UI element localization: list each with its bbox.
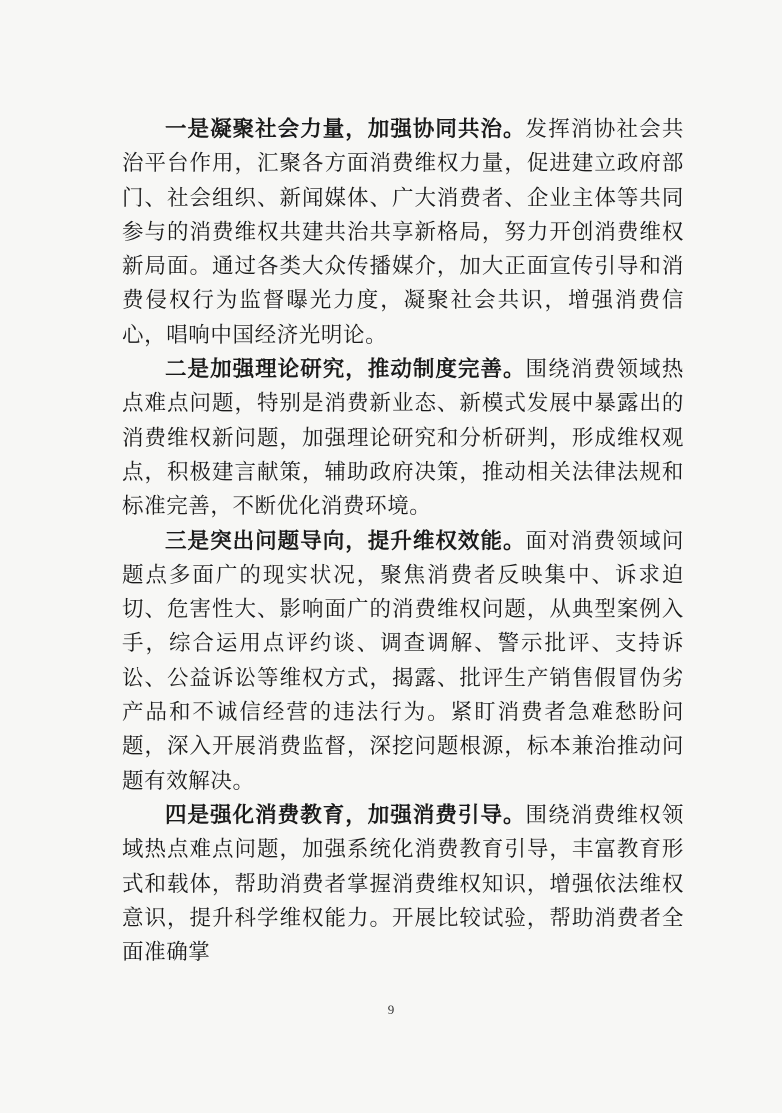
paragraph-4 xyxy=(122,799,684,970)
paragraph-4-heading: 四是强化消费教育，加强消费引导。 xyxy=(165,802,526,828)
paragraph-2 xyxy=(122,353,684,524)
paragraph-3-heading: 三是突出问题导向，提升维权效能。 xyxy=(165,528,526,554)
paragraph-1-text: 发挥消协社会共治平台作用，汇聚各方面消费维权力量，促进建立政府部门、社会组织、新闻媒体、广大消费者、企业主体等共同参与的消费维权共建共治共享新格局，努力开创消费维权新局面。通过各类大众传播媒介，加大正面宣传引导和消费侵权行为监督曝光力度，凝聚社会共识，增强消费信心，唱响中国经济光明论。 xyxy=(122,117,685,348)
body-text xyxy=(122,113,684,970)
paragraph-2-text: 围绕消费领域热点难点问题，特别是消费新业态、新模式发展中暴露出的消费维权新问题，加强理论研究和分析研判，形成维权观点，积极建言献策，辅助政府决策，推动相关法律法规和标准完善，不断优化消费环境。 xyxy=(122,357,685,520)
paragraph-1 xyxy=(122,113,684,353)
paragraph-3 xyxy=(122,525,684,799)
paragraph-4-text: 围绕消费维权领域热点难点问题，加强系统化消费教育引导，丰富教育形式和载体，帮助消费者掌握消费维权知识，增强依法维权意识，提升科学维权能力。开展比较试验，帮助消费者全面准确掌 xyxy=(122,802,685,966)
page-number: 9 xyxy=(387,1002,395,1017)
paragraph-3-text: 面对消费领域问题点多面广的现实状况，聚焦消费者反映集中、诉求迫切、危害性大、影响面广的消费维权问题，从典型案例入手，综合运用点评约谈、调查调解、警示批评、支持诉讼、公益诉讼等维权方式，揭露、批评生产销售假冒伪劣产品和不诚信经营的违法行为。紧盯消费者急难愁盼问题，深入开展消费监督，深挖问题根源，标本兼治推动问题有效解决。 xyxy=(122,528,685,794)
paragraph-2-heading: 二是加强理论研究，推动制度完善。 xyxy=(165,357,526,383)
paragraph-1-heading: 一是凝聚社会力量，加强协同共治。 xyxy=(165,117,526,142)
